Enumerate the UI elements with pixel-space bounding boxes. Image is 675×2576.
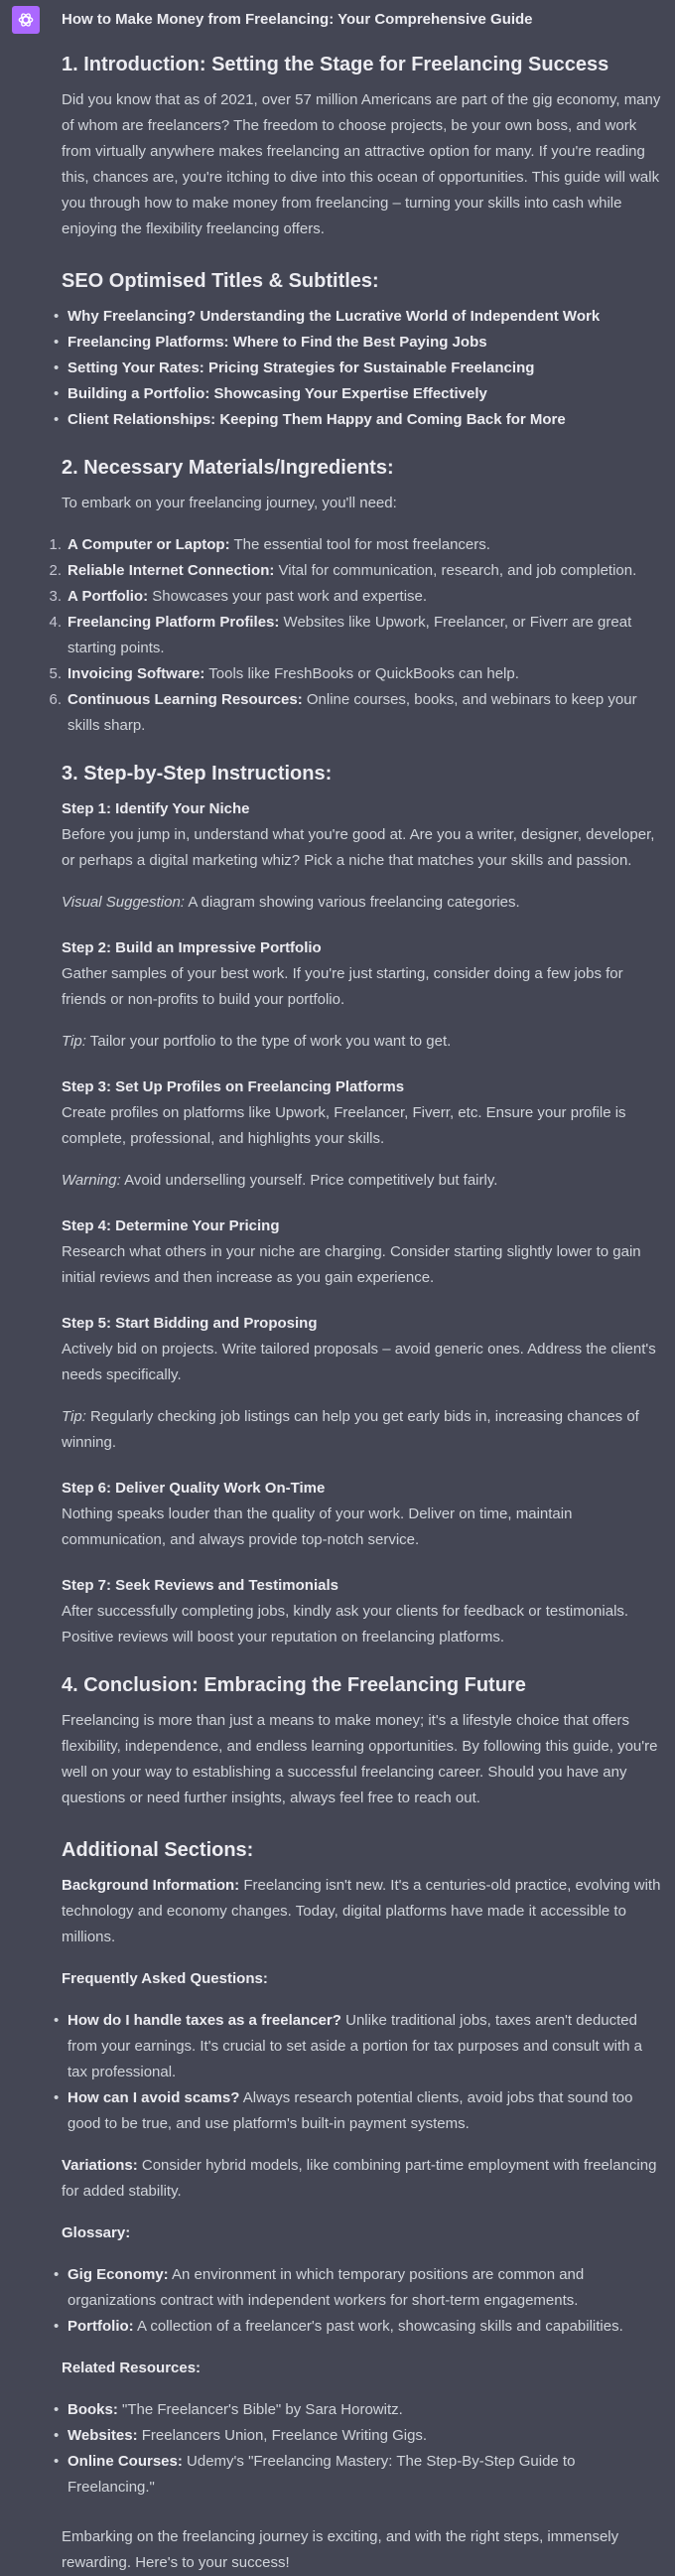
list-item: 4. Freelancing Platform Profiles: Websites like Upwork, Freelancer, or Fiverr are great starting points. [49,614,632,656]
materials-lead: To embark on your freelancing journey, you'll need: [62,495,397,511]
resources-heading: Related Resources: [62,2360,202,2376]
seo-list [62,304,665,433]
list-item: • Portfolio: A collection of a freelancer's past work, showcasing skills and capabilities. [68,2314,665,2340]
materials-list [49,532,665,739]
faq-list [62,2008,665,2137]
list-item: • Why Freelancing? Understanding the Lucrative World of Independent Work [68,304,665,330]
list-item: 5. Invoicing Software: Tools like FreshBooks or QuickBooks can help. [49,665,519,682]
step-title: Step 4: Determine Your Pricing [62,1217,280,1234]
list-item: • Online Courses: Udemy's "Freelancing Mastery: The Step-By-Step Guide to Freelancing." [68,2449,665,2501]
step-title: Step 7: Seek Reviews and Testimonials [62,1577,338,1594]
page-title: How to Make Money from Freelancing: Your Comprehensive Guide [62,11,533,28]
resources-list [62,2397,665,2501]
list-item: • Gig Economy: An environment in which temporary positions are common and organizations contract with independent workers for short-term engagements. [68,2262,665,2314]
glossary-heading: Glossary: [62,2224,131,2241]
list-item: 3. A Portfolio: Showcases your past work and expertise. [49,588,428,605]
step-body: Actively bid on projects. Write tailored proposals – avoid generic ones. Address the client's needs specifically. [62,1341,656,1383]
step-body: Gather samples of your best work. If you're just starting, consider doing a few jobs for friends or non-profits to build your portfolio. [62,965,623,1008]
step-title: Step 3: Set Up Profiles on Freelancing Platforms [62,1078,405,1095]
background-info: Background Information: Freelancing isn't new. It's a centuries-old practice, evolving with technology and economy changes. Today, digital platforms have made it accessible to millions. [62,1877,661,1945]
faq-heading: Frequently Asked Questions: [62,1970,268,1987]
list-item: • Freelancing Platforms: Where to Find the Best Paying Jobs [68,330,665,356]
closing-text: Embarking on the freelancing journey is exciting, and with the right steps, immensely rewarding. Here's to your success! [62,2528,619,2571]
materials-heading: 2. Necessary Materials/Ingredients: [62,457,394,479]
additional-heading: Additional Sections: [62,1839,254,1861]
step-title: Step 6: Deliver Quality Work On-Time [62,1480,326,1497]
glossary-list [62,2262,665,2340]
steps-heading: 3. Step-by-Step Instructions: [62,763,333,785]
list-item: • Building a Portfolio: Showcasing Your Expertise Effectively [68,381,665,407]
seo-heading: SEO Optimised Titles & Subtitles: [62,270,379,292]
conclusion-body: Freelancing is more than just a means to make money; it's a lifestyle choice that offers flexibility, independence, and endless learning opportunities. By following this guide, you're well on your way to establishing a successful freelancing career. Should you have any questions or need further insights, always feel free to reach out. [62,1712,658,1806]
intro-body: Did you know that as of 2021, over 57 million Americans are part of the gig economy, many of whom are freelancers? The freedom to choose projects, be your own boss, and work from virtually anywhere makes freelancing an attractive option for many. If you're reading this, chances are, you're itching to dive into this ocean of opportunities. This guide will walk you through how to make money from freelancing – turning your skills into cash while enjoying the flexibility freelancing offers. [62,91,661,237]
step-note: Warning: Avoid underselling yourself. Price competitively but fairly. [62,1172,498,1189]
step-body: Before you jump in, understand what you're good at. Are you a writer, designer, developer, or perhaps a digital marketing whiz? Pick a niche that matches your skills and passion. [62,826,655,869]
step-body: After successfully completing jobs, kindly ask your clients for feedback or testimonials. Positive reviews will boost your reputation on freelancing platforms. [62,1603,629,1646]
openai-logo-icon [16,10,36,30]
list-item: • How do I handle taxes as a freelancer? Unlike traditional jobs, taxes aren't deducted from your earnings. It's crucial to set aside a portion for tax purposes and consult with a tax professional. [68,2008,665,2085]
list-item: • Websites: Freelancers Union, Freelance Writing Gigs. [68,2423,665,2449]
intro-heading: 1. Introduction: Setting the Stage for Freelancing Success [62,54,609,75]
step-note: Tip: Tailor your portfolio to the type of work you want to get. [62,1033,452,1050]
list-item: 1. A Computer or Laptop: The essential tool for most freelancers. [49,536,490,553]
variations: Variations: Consider hybrid models, like combining part-time employment with freelancing for added stability. [62,2157,657,2200]
list-item: • Books: "The Freelancer's Bible" by Sara Horowitz. [68,2397,665,2423]
step-body: Research what others in your niche are charging. Consider starting slightly lower to gain initial reviews and then increase as you gain experience. [62,1243,641,1286]
step-note: Visual Suggestion: A diagram showing various freelancing categories. [62,894,520,911]
conclusion-heading: 4. Conclusion: Embracing the Freelancing Future [62,1674,526,1696]
message-content [49,0,665,2576]
step-title: Step 1: Identify Your Niche [62,800,250,817]
step-body: Create profiles on platforms like Upwork, Freelancer, Fiverr, etc. Ensure your profile is complete, professional, and highlights your skills. [62,1104,626,1147]
list-item: • Client Relationships: Keeping Them Happy and Coming Back for More [68,407,665,433]
assistant-avatar [12,6,40,34]
step-body: Nothing speaks louder than the quality of your work. Deliver on time, maintain communication, and always provide top-notch service. [62,1505,573,1548]
list-item: • How can I avoid scams? Always research potential clients, avoid jobs that sound too good to be true, and use platform's built-in payment systems. [68,2085,665,2137]
list-item: 2. Reliable Internet Connection: Vital for communication, research, and job completion. [49,562,637,579]
step-title: Step 2: Build an Impressive Portfolio [62,939,322,956]
list-item: 6. Continuous Learning Resources: Online courses, books, and webinars to keep your skills sharp. [49,691,637,734]
list-item: • Setting Your Rates: Pricing Strategies for Sustainable Freelancing [68,356,665,381]
step-title: Step 5: Start Bidding and Proposing [62,1315,318,1332]
step-note: Tip: Regularly checking job listings can help you get early bids in, increasing chances of winning. [62,1408,639,1451]
